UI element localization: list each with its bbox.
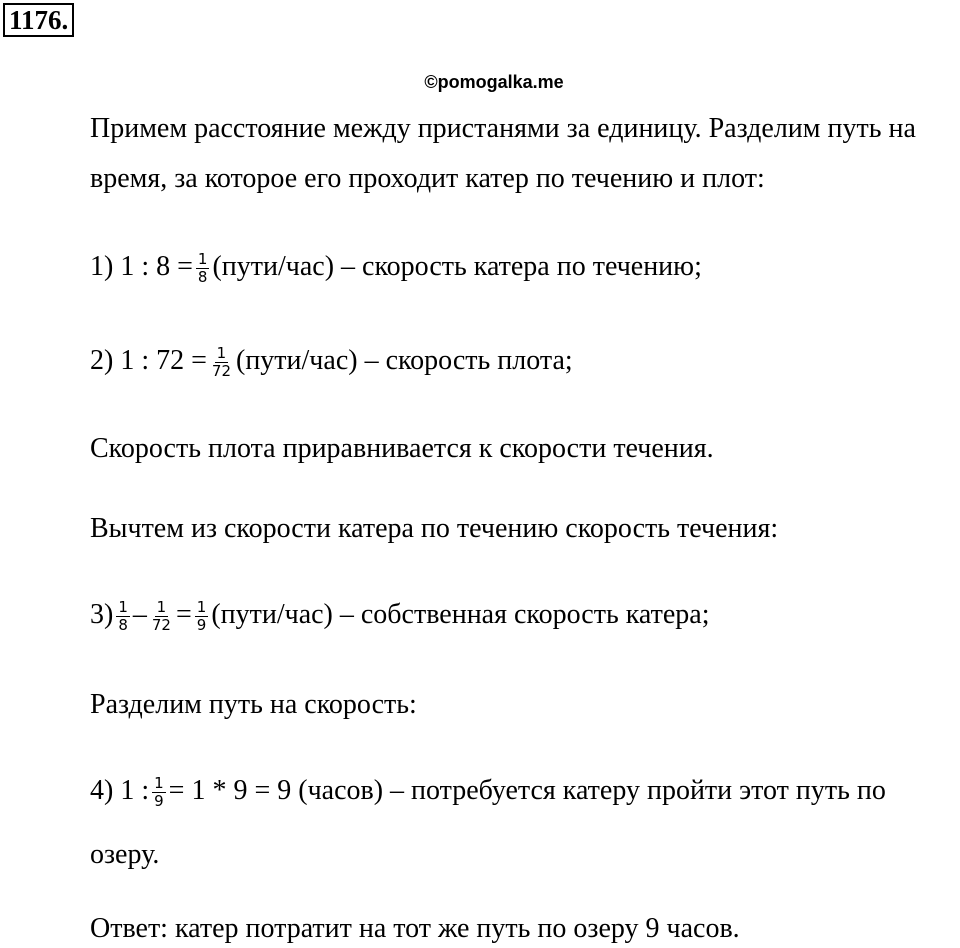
fraction-numerator: 1 — [197, 250, 208, 269]
fraction-numerator: 1 — [154, 774, 164, 793]
fraction — [116, 599, 130, 634]
step-2-suffix: (пути/час) – скорость плота; — [236, 345, 573, 376]
step-4-continuation: озеру. — [90, 839, 160, 870]
fraction-denominator: 72 — [211, 362, 231, 381]
fraction — [210, 345, 233, 380]
fraction — [150, 599, 173, 634]
fraction-denominator: 8 — [118, 616, 128, 635]
fraction-denominator: 9 — [154, 792, 164, 811]
step-2-prefix: 2) 1 : 72 = — [90, 345, 207, 376]
fraction-denominator: 72 — [151, 616, 171, 635]
step-4-prefix: 4) 1 : — [90, 775, 150, 806]
equals-sign: = — [175, 599, 192, 630]
step-3-prefix: 3) — [90, 599, 114, 630]
problem-number: 1176. — [3, 3, 74, 37]
fraction — [196, 251, 210, 286]
answer-line: Ответ: катер потратит на тот же путь по озеру 9 часов. — [90, 913, 740, 944]
step-1-suffix: (пути/час) – скорость катера по течению; — [212, 251, 702, 282]
intro-line-1: Примем расстояние между пристанями за единицу. Разделим путь на — [90, 113, 916, 144]
fraction-denominator: 8 — [197, 268, 208, 287]
minus-sign: – — [132, 599, 147, 630]
watermark: ©pomogalka.me — [424, 72, 564, 92]
intro-line-2: время, за которое его проходит катер по течению и плот: — [90, 163, 765, 194]
step-4-suffix: = 1 * 9 = 9 (часов) – потребуется катеру пройти этот путь по — [168, 775, 886, 806]
step-1 — [90, 250, 702, 286]
fraction-numerator: 1 — [196, 598, 207, 617]
divide-intro: Разделим путь на скорость: — [90, 689, 417, 720]
fraction-denominator: 9 — [196, 616, 207, 635]
step-3-suffix: (пути/час) – собственная скорость катера; — [211, 599, 710, 630]
step-4 — [90, 774, 886, 810]
fraction — [195, 599, 209, 634]
step-3 — [90, 598, 709, 634]
step-2 — [90, 344, 573, 380]
step-1-prefix: 1) 1 : 8 = — [90, 251, 193, 282]
fraction-numerator: 1 — [156, 598, 167, 617]
note-line: Скорость плота приравнивается к скорости течения. — [90, 433, 714, 464]
fraction-numerator: 1 — [216, 344, 227, 363]
fraction — [152, 775, 166, 810]
subtract-intro: Вычтем из скорости катера по течению скорость течения: — [90, 513, 779, 544]
fraction-numerator: 1 — [118, 598, 128, 617]
